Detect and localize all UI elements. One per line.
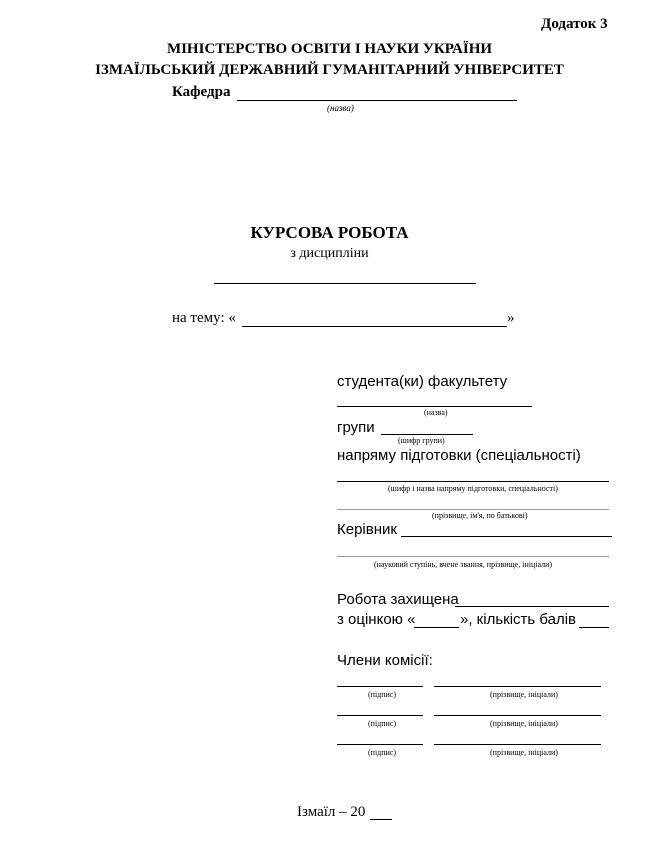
- student-label: студента(ки) факультету: [337, 373, 508, 390]
- department-hint: (назва): [327, 103, 354, 113]
- discipline-label: з дисципліни: [290, 246, 369, 261]
- signature-hint-3: (підпис): [368, 748, 397, 757]
- surname-hint-3: (прізвище, ініціали): [490, 748, 558, 757]
- supervisor-hint: (науковий ступінь, вчене звання, прізвище, ініціали): [374, 560, 553, 569]
- signature-line-1: [337, 686, 423, 687]
- signature-hint-1: (підпис): [368, 690, 397, 699]
- supervisor-line: [401, 536, 612, 537]
- group-label: групи: [337, 419, 375, 436]
- topic-line: [242, 326, 507, 327]
- student-name-line: [337, 509, 609, 510]
- signature-line-2: [337, 715, 423, 716]
- grade-label-mid: », кількість балів: [460, 611, 577, 628]
- surname-hint-1: (прізвище, ініціали): [490, 690, 558, 699]
- signature-line-3: [337, 744, 423, 745]
- department-label: Кафедра: [172, 84, 231, 100]
- supervisor-details-line: [337, 556, 609, 557]
- group-hint: (шифр групи): [398, 436, 445, 445]
- year-line: [370, 819, 392, 820]
- direction-hint: (шифр і назва напряму підготовки, спеціальності): [388, 484, 558, 493]
- department-line: [237, 100, 517, 101]
- signature-hint-2: (підпис): [368, 719, 397, 728]
- surname-line-3: [434, 744, 601, 745]
- grade-line: [414, 627, 459, 628]
- defended-label: Робота захищена: [337, 591, 459, 608]
- grade-label-start: з оцінкою «: [337, 611, 416, 628]
- ministry-name: МІНІСТЕРСТВО ОСВІТИ І НАУКИ УКРАЇНИ: [166, 41, 493, 57]
- student-name-hint: (прізвище, ім'я, по батькові): [432, 511, 528, 520]
- defended-line: [455, 606, 609, 607]
- discipline-line: [214, 283, 476, 284]
- work-title: КУРСОВА РОБОТА: [250, 223, 409, 242]
- city-year: Ізмаїл – 20: [297, 804, 366, 820]
- supervisor-label: Керівник: [337, 521, 397, 538]
- direction-line: [337, 481, 609, 482]
- faculty-hint: (назва): [424, 408, 448, 417]
- topic-label: на тему: «: [172, 310, 236, 326]
- topic-close: »: [507, 310, 515, 326]
- direction-label: напряму підготовки (спеціальності): [337, 447, 581, 464]
- surname-hint-2: (прізвище, ініціали): [490, 719, 558, 728]
- appendix-label: Додаток 3: [541, 16, 608, 32]
- commission-label: Члени комісії:: [337, 652, 433, 669]
- university-name: ІЗМАЇЛЬСЬКИЙ ДЕРЖАВНИЙ ГУМАНІТАРНИЙ УНІВЕРСИТЕТ: [95, 62, 564, 78]
- surname-line-1: [434, 686, 601, 687]
- faculty-line: [337, 406, 532, 407]
- points-line: [579, 627, 609, 628]
- group-line: [381, 434, 473, 435]
- surname-line-2: [434, 715, 601, 716]
